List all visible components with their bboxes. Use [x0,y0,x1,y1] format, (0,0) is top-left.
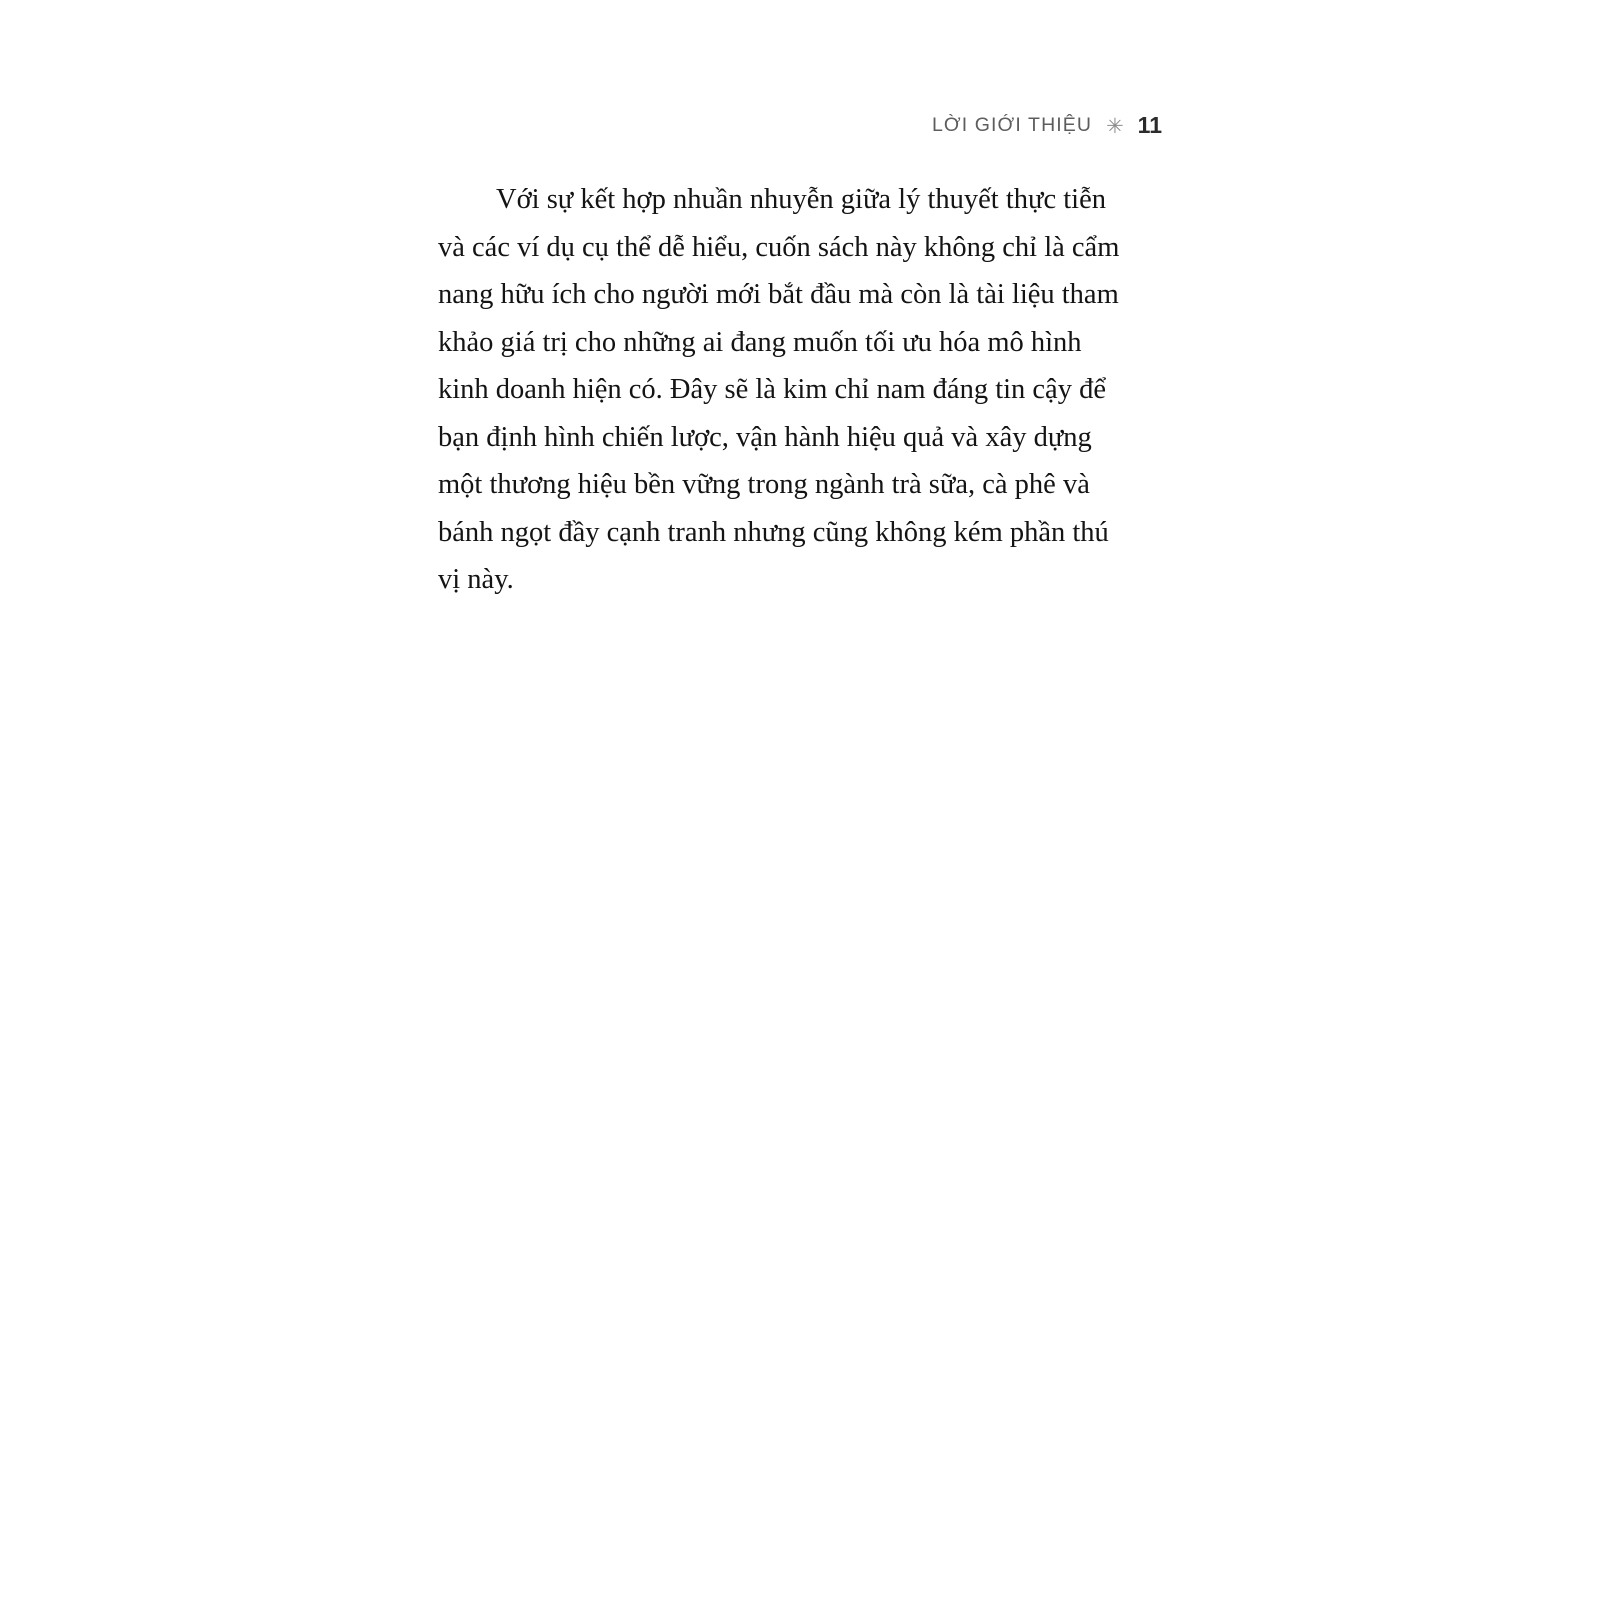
body-text [438,176,1138,604]
paragraph: Với sự kết hợp nhuần nhuyễn giữa lý thuyết thực tiễn và các ví dụ cụ thể dễ hiểu, cuốn sách này không chỉ là cẩm nang hữu ích cho người mới bắt đầu mà còn là tài liệu tham khảo giá trị cho những ai đang muốn tối ưu hóa mô hình kinh doanh hiện có. Đây sẽ là kim chỉ nam đáng tin cậy để bạn định hình chiến lược, vận hành hiệu quả và xây dựng một thương hiệu bền vững trong ngành trà sữa, cà phê và bánh ngọt đầy cạnh tranh nhưng cũng không kém phần thú vị này. [438,184,1120,595]
chapter-title: LỜI GIỚI THIỆU [931,114,1093,136]
page-number: 11 [1137,112,1162,138]
running-head [0,112,1162,139]
asterisk-icon: ✳ [1106,114,1124,138]
